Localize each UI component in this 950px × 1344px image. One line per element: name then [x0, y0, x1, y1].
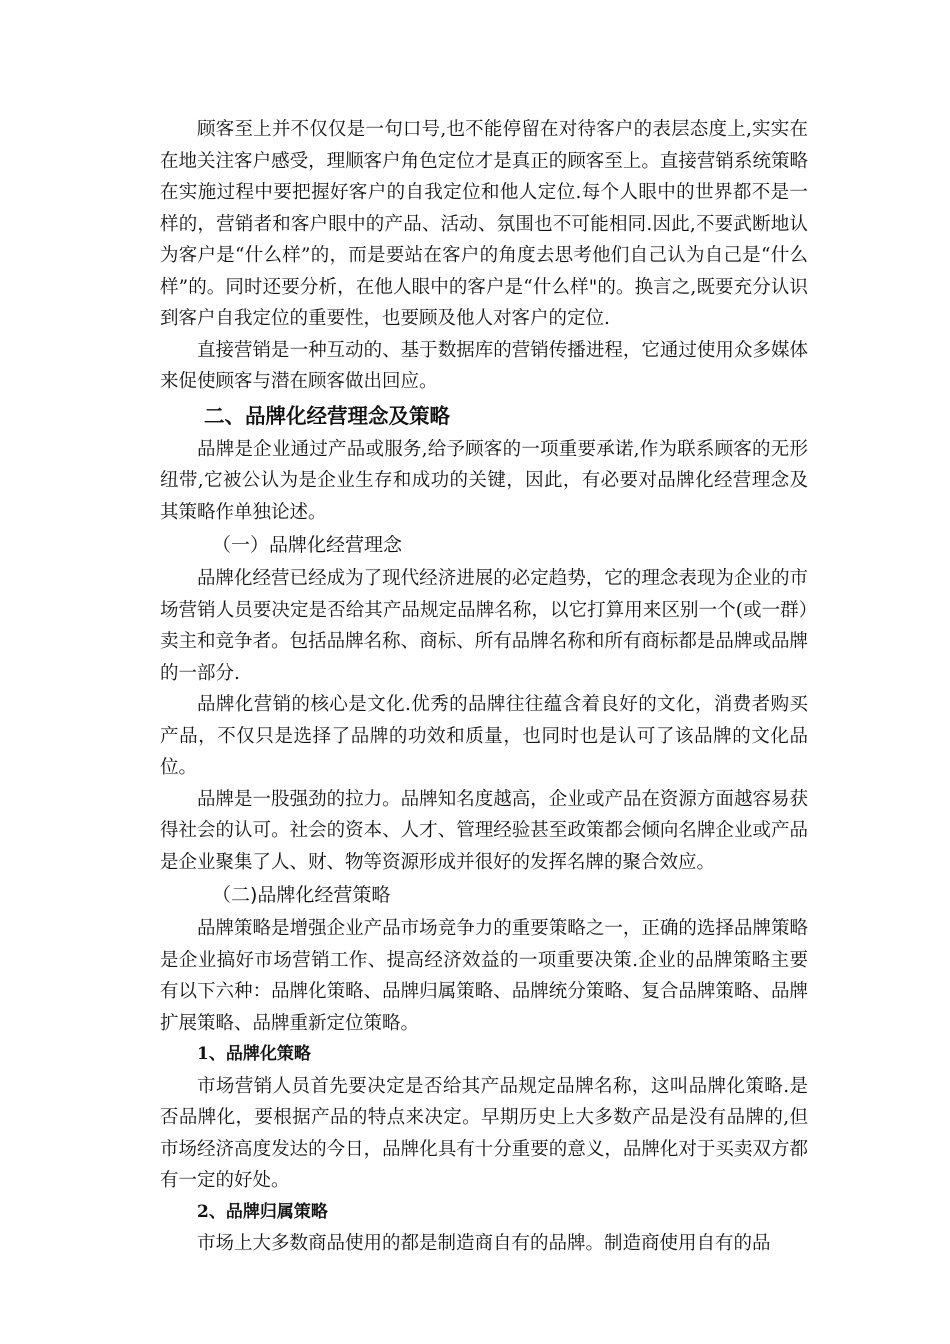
- paragraph-strategy-overview: 品牌策略是增强企业产品市场竞争力的重要策略之一，正确的选择品牌策略是企业搞好市场营销工作、提高经济效益的一项重要决策.企业的品牌策略主要有以下六种：品牌化策略、品牌归属策略、品牌统分策略、复合品牌策略、品牌扩展策略、品牌重新定位策略。: [160, 918, 808, 1034]
- paragraph-direct-marketing: 直接营销是一种互动的、基于数据库的营销传播进程，它通过使用众多媒体来促使顾客与潜在顾客做出回应。: [160, 339, 808, 392]
- item-heading-branding-strategy: 1、品牌化策略: [197, 1044, 311, 1064]
- document-page: [160, 114, 808, 1260]
- subsection-heading-brand-strategy: （二)品牌化经营策略: [212, 884, 391, 906]
- subsection-heading-brand-philosophy: （一）品牌化经营理念: [212, 534, 403, 556]
- paragraph-brand-definition: 品牌是企业通过产品或服务,给予顾客的一项重要承诺,作为联系顾客的无形纽带,它被公认为是企业生存和成功的关键，因此，有必要对品牌化经营理念及其策略作单独论述。: [160, 438, 808, 523]
- paragraph-brand-culture: 品牌化营销的核心是文化.优秀的品牌往往蕴含着良好的文化，消费者购买产品，不仅只是选择了品牌的功效和质量，也同时也是认可了该品牌的文化品位。: [160, 694, 808, 778]
- section-heading-brand-concept: 二、品牌化经营理念及策略: [204, 403, 450, 428]
- paragraph-brand-pull: 品牌是一股强劲的拉力。品牌知名度越高，企业或产品在资源方面越容易获得社会的认可。社会的资本、人才、管理经验甚至政策都会倾向名牌企业或产品是企业聚集了人、财、物等资源形成并很好的发挥名牌的聚合效应。: [160, 788, 808, 873]
- item-heading-brand-ownership: 2、品牌归属策略: [197, 1201, 328, 1222]
- paragraph-brand-ownership: 市场上大多数商品使用的都是制造商自有的品牌。制造商使用自有的品: [197, 1233, 771, 1254]
- paragraph-brand-trend: 品牌化经营已经成为了现代经济进展的必定趋势，它的理念表现为企业的市场营销人员要决定是否给其产品规定品牌名称，以它打算用来区别一个(或一群）卖主和竞争者。包括品牌名称、商标、所有品牌名称和所有商标都是品牌或品牌的一部分.: [160, 568, 808, 684]
- paragraph-customer-first: 顾客至上并不仅仅是一句口号,也不能停留在对待客户的表层态度上,实实在在地关注客户感受，理顺客户角色定位才是真正的顾客至上。直接营销系统策略在实施过程中要把握好客户的自我定位和他人定位.每个人眼中的世界都不是一样的，营销者和客户眼中的产品、活动、氛围也不可能相同.因此,不要武断地认为客户是“什么样”的，而是要站在客户的角度去思考他们自己认为自己是“什么样”的。同时还要分析，在他人眼中的客户是“什么样"的。换言之,既要充分认识到客户自我定位的重要性，也要顾及他人对客户的定位.: [160, 119, 808, 329]
- paragraph-branding-strategy: 市场营销人员首先要决定是否给其产品规定品牌名称，这叫品牌化策略.是否品牌化，要根据产品的特点来决定。早期历史上大多数产品是没有品牌的,但市场经济高度发达的今日，品牌化具有十分重要的意义，品牌化对于买卖双方都有一定的好处。: [160, 1075, 808, 1191]
